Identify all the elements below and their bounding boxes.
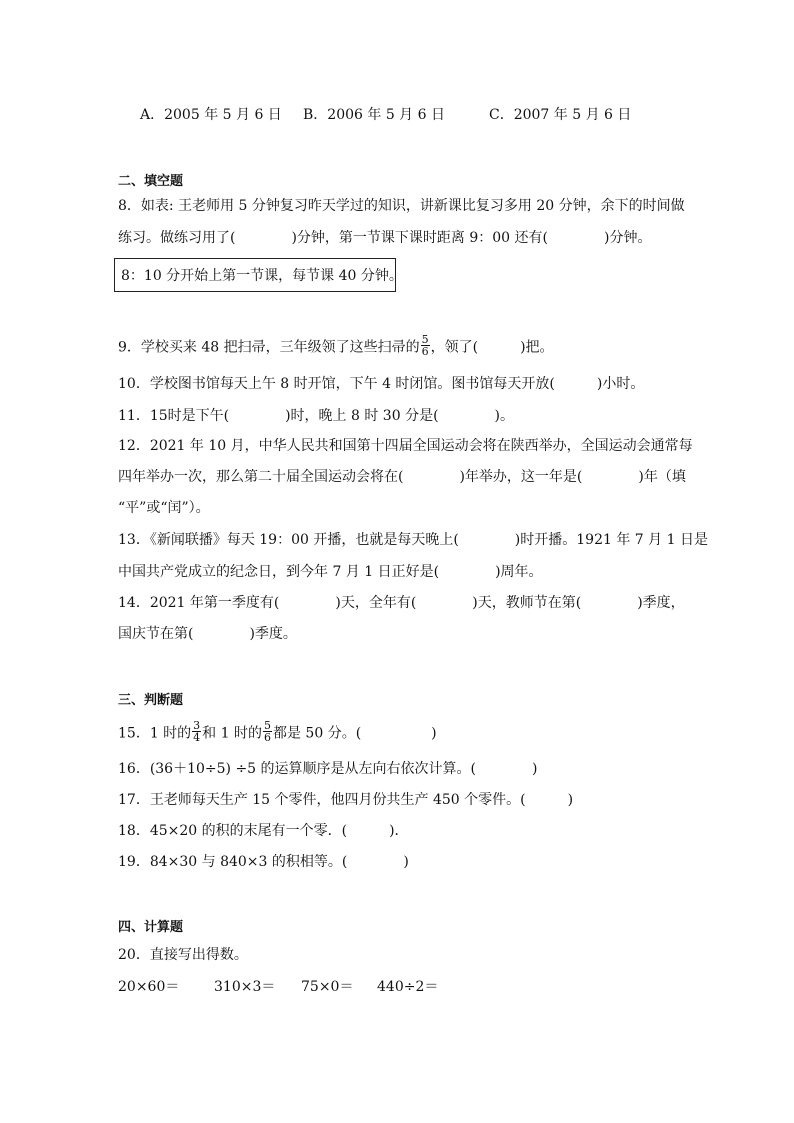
question-8-line-2: 练习。做练习用了( )分钟，第一节课下课时距离 9：00 还有( )分钟。	[118, 230, 652, 246]
question-9-text-before: 9．学校买来 48 把扫帚，三年级领了这些扫帚的	[118, 339, 420, 356]
question-17: 17．王老师每天生产 15 个零件，他四月份共生产 450 个零件。( )	[118, 792, 574, 808]
option-c: C．2007 年 5 月 6 日	[489, 107, 632, 123]
question-20: 20．直接写出得数。	[118, 947, 248, 963]
fraction-five-sixths: $\frac{5}{6}$	[263, 719, 271, 744]
section-heading-true-false: 三、判断题	[118, 693, 184, 708]
calc-item: 440÷2＝	[377, 979, 439, 995]
calc-item: 75×0＝	[301, 979, 354, 995]
question-12-line-2: 四年举办一次，那么第二十届全国运动会将在( )年举办，这一年是( )年（填	[118, 469, 686, 485]
question-14-line-1: 14．2021 年第一季度有( )天，全年有( )天，教师节在第( )季度，	[118, 595, 685, 611]
question-9	[118, 333, 554, 359]
question-18: 18．45×20 的积的末尾有一个零．( )．	[118, 823, 409, 839]
calc-item: 310×3＝	[214, 979, 276, 995]
section-heading-fill-blank: 二、填空题	[118, 174, 184, 189]
question-13-line-2: 中国共产党成立的纪念日，到今年 7 月 1 日正好是( )周年。	[118, 564, 543, 580]
question-11: 11．15时是下午( )时，晚上 8 时 30 分是( )。	[118, 408, 514, 424]
question-8-info-box	[114, 258, 403, 292]
question-12-line-3: “平”或“闰”）。	[118, 500, 210, 516]
question-8-line-1: 8．如表: 王老师用 5 分钟复习昨天学过的知识，讲新课比复习多用 20 分钟，余下的时间做	[118, 198, 685, 214]
fraction-five-sixths: $\frac{5}{6}$	[421, 333, 429, 358]
question-13-line-1: 13．《新闻联播》每天 19：00 开播，也就是每天晚上( )时开播。1921 年 7 月 1 日是	[118, 532, 708, 548]
question-10: 10．学校图书馆每天上午 8 时开馆，下午 4 时闭馆。图书馆每天开放( )小时。	[118, 376, 645, 392]
fraction-three-quarters: $\frac{3}{4}$	[193, 719, 201, 744]
question-15-text-b: 和 1 时的	[202, 725, 262, 742]
section-heading-calculation: 四、计算题	[118, 920, 184, 935]
question-15-text-a: 15．1 时的	[118, 725, 192, 742]
question-9-text-after: ，领了( )把。	[430, 339, 554, 356]
question-8-info-text: 8：10 分开始上第一节课，每节课 40 分钟。	[121, 268, 403, 284]
question-15-text-c: 都是 50 分。( )	[272, 725, 437, 742]
question-15	[118, 719, 437, 745]
question-19: 19．84×30 与 840×3 的积相等。( )	[118, 854, 409, 870]
option-b: B．2006 年 5 月 6 日	[303, 107, 445, 123]
question-12-line-1: 12．2021 年 10 月，中华人民共和国第十四届全国运动会将在陕西举办，全国运动会通常每	[118, 438, 693, 454]
option-a: A．2005 年 5 月 6 日	[140, 107, 282, 123]
calc-item: 20×60＝	[118, 979, 180, 995]
question-14-line-2: 国庆节在第( )季度。	[118, 626, 297, 642]
question-16: 16．(36＋10÷5) ÷5 的运算顺序是从左向右依次计算。( )	[118, 761, 538, 777]
